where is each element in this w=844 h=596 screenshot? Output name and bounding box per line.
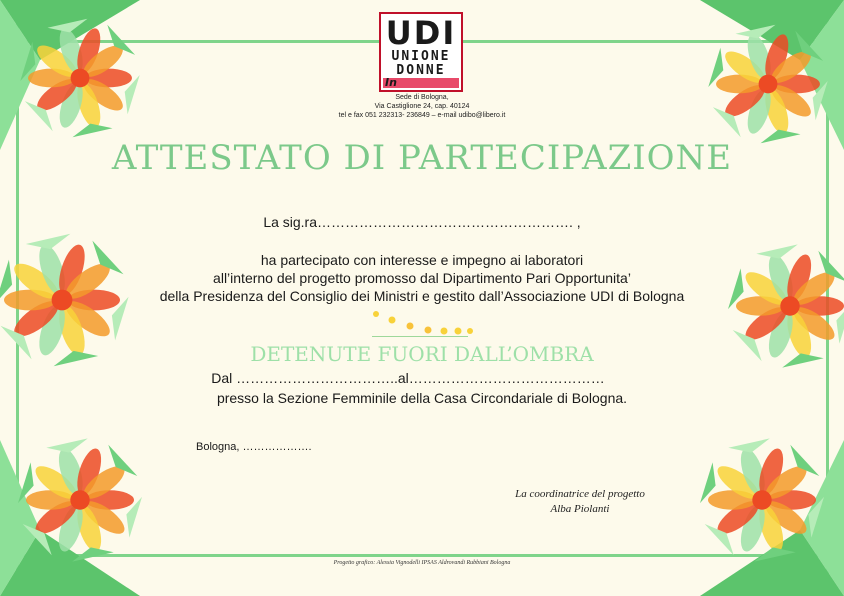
address-line-2: Via Castiglione 24, cap. 40124 xyxy=(374,103,470,110)
body-line-2: all’interno del progetto promosso dal Dipartimento Pari Opportunita’ xyxy=(213,270,631,286)
udi-logo xyxy=(379,12,463,92)
logo-line-donne: DONNE xyxy=(396,63,446,78)
divider-line xyxy=(372,336,468,337)
flower-top-right xyxy=(708,25,827,144)
graphic-credit: Progetto grafico: Alessia Vignodelli IPSAS Aldrovandi Rubbiani Bologna xyxy=(333,560,511,566)
flower-bottom-right xyxy=(700,438,824,561)
certificate-title: ATTESTATO DI PARTECIPAZIONE xyxy=(111,138,733,178)
body-line-3: della Presidenza del Consiglio dei Ministri e gestito dall’Associazione UDI di Bologna xyxy=(159,288,685,304)
logo-line-unione: UNIONE xyxy=(391,49,451,64)
flower-top-left xyxy=(20,19,139,138)
name-line: La sig.ra………………………………………………. , xyxy=(263,214,581,230)
logo-tag: In xyxy=(385,76,397,89)
signature-role: La coordinatrice del progetto xyxy=(515,488,645,500)
body-line-1: ha partecipato con interesse e impegno ai laboratori xyxy=(260,252,584,268)
location-line: presso la Sezione Femminile della Casa Circondariale di Bologna. xyxy=(216,390,628,406)
project-name: DETENUTE FUORI DALL’OMBRA xyxy=(250,342,594,366)
dot-ornament xyxy=(370,308,480,338)
logo-brand: UDI xyxy=(385,14,457,52)
address-line-1: Sede di Bologna, xyxy=(395,94,449,101)
flower-bottom-left xyxy=(18,438,142,561)
date-range-line: Dal ……………………………..al…………………………………… xyxy=(211,370,605,386)
place-date-line: Bologna, ………………. xyxy=(196,441,312,453)
signature-name: Alba Piolanti xyxy=(550,503,610,515)
address-line-3: tel e fax 051 232313- 236849 – e-mail udibo@libero.it xyxy=(338,112,506,119)
